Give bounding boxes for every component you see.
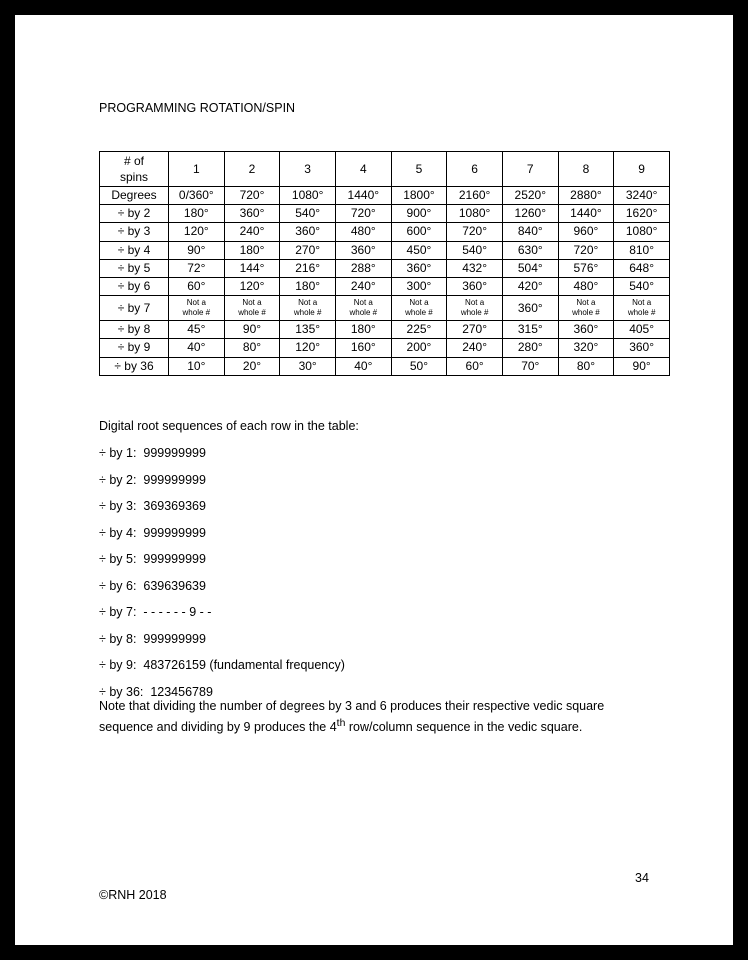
table-cell: 240° bbox=[224, 223, 280, 241]
column-header: 8 bbox=[558, 152, 614, 187]
table-cell-not-whole bbox=[280, 296, 336, 321]
table-cell: 450° bbox=[391, 241, 447, 259]
table-cell: 120° bbox=[224, 277, 280, 295]
table-cell: 720° bbox=[447, 223, 503, 241]
table-cell: 540° bbox=[447, 241, 503, 259]
table-cell: 0/360° bbox=[169, 187, 225, 205]
table-cell: 540° bbox=[614, 277, 670, 295]
table-cell: 1080° bbox=[280, 187, 336, 205]
table-cell: 80° bbox=[224, 339, 280, 357]
row-label: ÷ by 8 bbox=[100, 321, 169, 339]
table-cell: 360° bbox=[502, 296, 558, 321]
table-cell: 360° bbox=[391, 259, 447, 277]
table-cell: 120° bbox=[169, 223, 225, 241]
table-cell: 180° bbox=[169, 205, 225, 223]
table-row bbox=[100, 205, 670, 223]
column-header: 6 bbox=[447, 152, 503, 187]
table-cell: 648° bbox=[614, 259, 670, 277]
table-cell: 60° bbox=[169, 277, 225, 295]
sequence-line: ÷ by 9: 483726159 (fundamental frequency) bbox=[99, 658, 345, 672]
table-header-row bbox=[100, 152, 670, 187]
cell-text: Not a whole # bbox=[293, 298, 322, 318]
table-row bbox=[100, 223, 670, 241]
sequence-line: ÷ by 36: 123456789 bbox=[99, 684, 213, 699]
table-cell: 180° bbox=[335, 321, 391, 339]
table-cell-not-whole bbox=[447, 296, 503, 321]
note-text-end: row/column sequence in the vedic square. bbox=[345, 720, 583, 735]
sequence-line: ÷ by 2: 999999999 bbox=[99, 472, 206, 487]
table-cell: 320° bbox=[558, 339, 614, 357]
column-header: 3 bbox=[280, 152, 336, 187]
row-label: ÷ by 36 bbox=[100, 357, 169, 375]
table-cell: 1260° bbox=[502, 205, 558, 223]
table-cell: 240° bbox=[335, 277, 391, 295]
table-cell: 72° bbox=[169, 259, 225, 277]
column-header: 9 bbox=[614, 152, 670, 187]
row-label: ÷ by 2 bbox=[100, 205, 169, 223]
table-cell: 2160° bbox=[447, 187, 503, 205]
table-cell-not-whole bbox=[391, 296, 447, 321]
table-cell: 1620° bbox=[614, 205, 670, 223]
table-cell: 70° bbox=[502, 357, 558, 375]
table-cell-not-whole bbox=[335, 296, 391, 321]
column-header: 2 bbox=[224, 152, 280, 187]
table-row bbox=[100, 321, 670, 339]
table-cell: 144° bbox=[224, 259, 280, 277]
table-row bbox=[100, 296, 670, 321]
note-superscript: th bbox=[336, 718, 346, 729]
table-cell: 90° bbox=[169, 241, 225, 259]
table-row bbox=[100, 259, 670, 277]
table-cell: 180° bbox=[280, 277, 336, 295]
digital-root-heading: Digital root sequences of each row in the table: bbox=[99, 419, 359, 433]
table-cell: 360° bbox=[335, 241, 391, 259]
table-cell: 360° bbox=[280, 223, 336, 241]
table-cell: 480° bbox=[335, 223, 391, 241]
table-cell: 810° bbox=[614, 241, 670, 259]
table-row bbox=[100, 277, 670, 295]
table-cell: 3240° bbox=[614, 187, 670, 205]
table-cell-not-whole bbox=[558, 296, 614, 321]
table-cell: 10° bbox=[169, 357, 225, 375]
table-cell: 2520° bbox=[502, 187, 558, 205]
rotation-table bbox=[99, 151, 670, 376]
page-number: 34 bbox=[635, 871, 649, 885]
table-cell: 300° bbox=[391, 277, 447, 295]
row-label: ÷ by 9 bbox=[100, 339, 169, 357]
table-cell: 240° bbox=[447, 339, 503, 357]
table-cell-not-whole bbox=[169, 296, 225, 321]
table-cell: 1080° bbox=[614, 223, 670, 241]
row-label: ÷ by 5 bbox=[100, 259, 169, 277]
table-cell: 720° bbox=[558, 241, 614, 259]
table-cell: 90° bbox=[224, 321, 280, 339]
sequence-line: ÷ by 7: - - - - - - 9 - - bbox=[99, 605, 212, 619]
table-cell: 30° bbox=[280, 357, 336, 375]
table-cell: 420° bbox=[502, 277, 558, 295]
corner-header: # of spins bbox=[100, 152, 169, 187]
table-cell: 900° bbox=[391, 205, 447, 223]
sequence-line: ÷ by 5: 999999999 bbox=[99, 552, 206, 566]
table-cell: 405° bbox=[614, 321, 670, 339]
sequence-line: ÷ by 6: 639639639 bbox=[99, 578, 206, 593]
table-cell: 315° bbox=[502, 321, 558, 339]
cell-text: Not a whole # bbox=[182, 298, 211, 318]
column-header: 4 bbox=[335, 152, 391, 187]
table-cell: 60° bbox=[447, 357, 503, 375]
table-cell: 216° bbox=[280, 259, 336, 277]
row-label: ÷ by 7 bbox=[100, 296, 169, 321]
table-cell: 840° bbox=[502, 223, 558, 241]
table-cell: 1800° bbox=[391, 187, 447, 205]
table-row bbox=[100, 187, 670, 205]
table-cell: 432° bbox=[447, 259, 503, 277]
table-cell: 576° bbox=[558, 259, 614, 277]
table-cell: 280° bbox=[502, 339, 558, 357]
sequence-line: ÷ by 1: 999999999 bbox=[99, 446, 206, 460]
table-cell: 360° bbox=[614, 339, 670, 357]
table-cell: 225° bbox=[391, 321, 447, 339]
row-label: Degrees bbox=[100, 187, 169, 205]
table-cell: 288° bbox=[335, 259, 391, 277]
row-label: ÷ by 3 bbox=[100, 223, 169, 241]
table-cell: 90° bbox=[614, 357, 670, 375]
row-label: ÷ by 4 bbox=[100, 241, 169, 259]
table-cell: 540° bbox=[280, 205, 336, 223]
table-cell: 480° bbox=[558, 277, 614, 295]
table-cell-not-whole bbox=[614, 296, 670, 321]
table-cell: 504° bbox=[502, 259, 558, 277]
sequence-line: ÷ by 3: 369369369 bbox=[99, 499, 206, 513]
table-cell: 270° bbox=[280, 241, 336, 259]
cell-text: Not a whole # bbox=[405, 298, 433, 318]
table-cell-not-whole bbox=[224, 296, 280, 321]
note-paragraph bbox=[99, 697, 659, 736]
table-cell: 45° bbox=[169, 321, 225, 339]
copyright: ©RNH 2018 bbox=[99, 888, 167, 902]
table-cell: 1440° bbox=[558, 205, 614, 223]
note-text: Note that dividing the number of degrees by 3 and 6 produces their respective vedic square sequence and dividing by 9 produces the 4 bbox=[99, 699, 605, 735]
table-cell: 630° bbox=[502, 241, 558, 259]
table-cell: 200° bbox=[391, 339, 447, 357]
cell-text: Not a whole # bbox=[349, 298, 378, 318]
table-cell: 180° bbox=[224, 241, 280, 259]
cell-text: Not a whole # bbox=[460, 298, 489, 318]
table-cell: 2880° bbox=[558, 187, 614, 205]
table-cell: 80° bbox=[558, 357, 614, 375]
page-title: PROGRAMMING ROTATION/SPIN bbox=[99, 101, 296, 115]
table-cell: 40° bbox=[169, 339, 225, 357]
table-row bbox=[100, 339, 670, 357]
table-cell: 40° bbox=[335, 357, 391, 375]
column-header: 5 bbox=[391, 152, 447, 187]
table-cell: 270° bbox=[447, 321, 503, 339]
table-cell: 50° bbox=[391, 357, 447, 375]
cell-text: Not a whole # bbox=[572, 298, 600, 318]
sequence-line: ÷ by 8: 999999999 bbox=[99, 631, 206, 646]
table-cell: 720° bbox=[224, 187, 280, 205]
table-cell: 720° bbox=[335, 205, 391, 223]
cell-text: Not a whole # bbox=[238, 298, 266, 318]
table-cell: 1080° bbox=[447, 205, 503, 223]
row-label: ÷ by 6 bbox=[100, 277, 169, 295]
table-cell: 360° bbox=[447, 277, 503, 295]
table-cell: 120° bbox=[280, 339, 336, 357]
table-cell: 600° bbox=[391, 223, 447, 241]
table-cell: 20° bbox=[224, 357, 280, 375]
cell-text: Not a whole # bbox=[627, 298, 656, 318]
table-cell: 135° bbox=[280, 321, 336, 339]
column-header: 1 bbox=[169, 152, 225, 187]
table-row bbox=[100, 357, 670, 375]
column-header: 7 bbox=[502, 152, 558, 187]
table-cell: 160° bbox=[335, 339, 391, 357]
document-page bbox=[15, 15, 733, 945]
table-cell: 960° bbox=[558, 223, 614, 241]
table-cell: 1440° bbox=[335, 187, 391, 205]
table-row bbox=[100, 241, 670, 259]
sequence-line: ÷ by 4: 999999999 bbox=[99, 525, 206, 540]
table-cell: 360° bbox=[224, 205, 280, 223]
table-cell: 360° bbox=[558, 321, 614, 339]
